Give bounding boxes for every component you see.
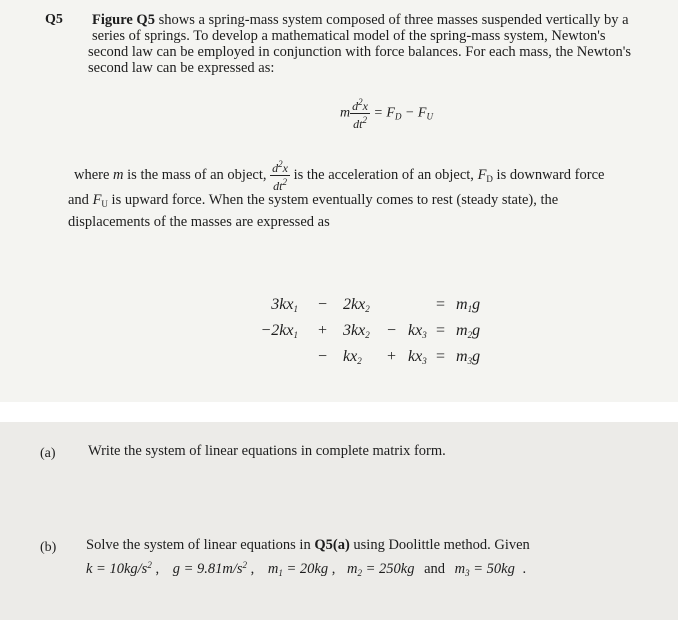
equals-sign: =: [436, 348, 446, 365]
intro-line-3: second law can be employed in conjunction with force balances. For each mass, the Newton's: [88, 44, 631, 60]
given-k: k = 10kg/s: [86, 561, 148, 577]
term-x2: $kx_2$: [343, 348, 362, 366]
term-x3: $kx_3$: [408, 322, 427, 340]
operator: −: [387, 322, 397, 339]
panel-gap: [0, 402, 678, 422]
intro-line-2: series of springs. To develop a mathematical model of the spring-mass system, Newton's: [92, 28, 606, 44]
operator: +: [387, 348, 397, 365]
given-m1: $m_1 = 20kg$: [267, 561, 329, 578]
parts-panel: [0, 422, 678, 620]
figure-ref: Figure Q5: [92, 12, 155, 28]
where-line: where m is the mass of an object, $\frac{d^2x}{dt^2}$ is the acceleration of an object, $F_D$ is downward force: [74, 159, 605, 193]
part-b-line-2: $k = 10kg/s^2$ , $g = 9.81m/s^2$ , $m_1 = 20kg$ , $m_2 = 250kg$ and $m_3 = 50kg$ .: [86, 560, 527, 578]
term-x2: $3kx_2$: [343, 322, 370, 340]
term-x3: $kx_3$: [408, 348, 427, 366]
part-a-text: Write the system of linear equations in complete matrix form.: [88, 443, 446, 459]
part-b-label: (b): [40, 540, 57, 555]
part-b-line-1: Solve the system of linear equations in Q5(a) using Doolittle method. Given: [86, 537, 530, 553]
given-m3: $m_3 = 50kg$: [454, 561, 515, 578]
equals-sign: =: [436, 322, 446, 339]
acceleration-fraction: $\frac{d^2x}{dt^2}$: [272, 159, 288, 193]
newton-equation: m $\frac{d^2x}{dt^2}$ = $F_D - F_U$: [340, 97, 433, 131]
rhs-term: $m_2g$: [456, 322, 481, 340]
operator: −: [318, 348, 328, 365]
given-m2: $m_2 = 250kg$: [346, 561, 415, 578]
rhs-term: $m_3g$: [456, 348, 481, 366]
part-a-label: (a): [40, 446, 56, 461]
term-x2: $2kx_2$: [343, 296, 370, 314]
term-x1: $-2kx_1$: [260, 322, 298, 340]
intro-line-4: second law can be expressed as:: [88, 60, 275, 76]
second-derivative-fraction: $\frac{d^2x}{dt^2}$: [352, 97, 368, 131]
displacements-line: displacements of the masses are expressed as: [68, 214, 330, 230]
and-line: and $F_U$ is upward force. When the system eventually comes to rest (steady state), the: [68, 192, 559, 209]
given-g: g = 9.81m/s: [172, 561, 243, 577]
equals-sign: =: [436, 296, 446, 313]
operator: −: [318, 296, 328, 313]
question-number: Q5: [45, 12, 63, 27]
intro-line-1: Figure Q5 shows a spring-mass system composed of three masses suspended vertically by a: [92, 12, 629, 28]
operator: +: [318, 322, 328, 339]
rhs-term: $m_1g$: [456, 296, 481, 314]
term-x1: $3kx_1$: [271, 296, 298, 314]
